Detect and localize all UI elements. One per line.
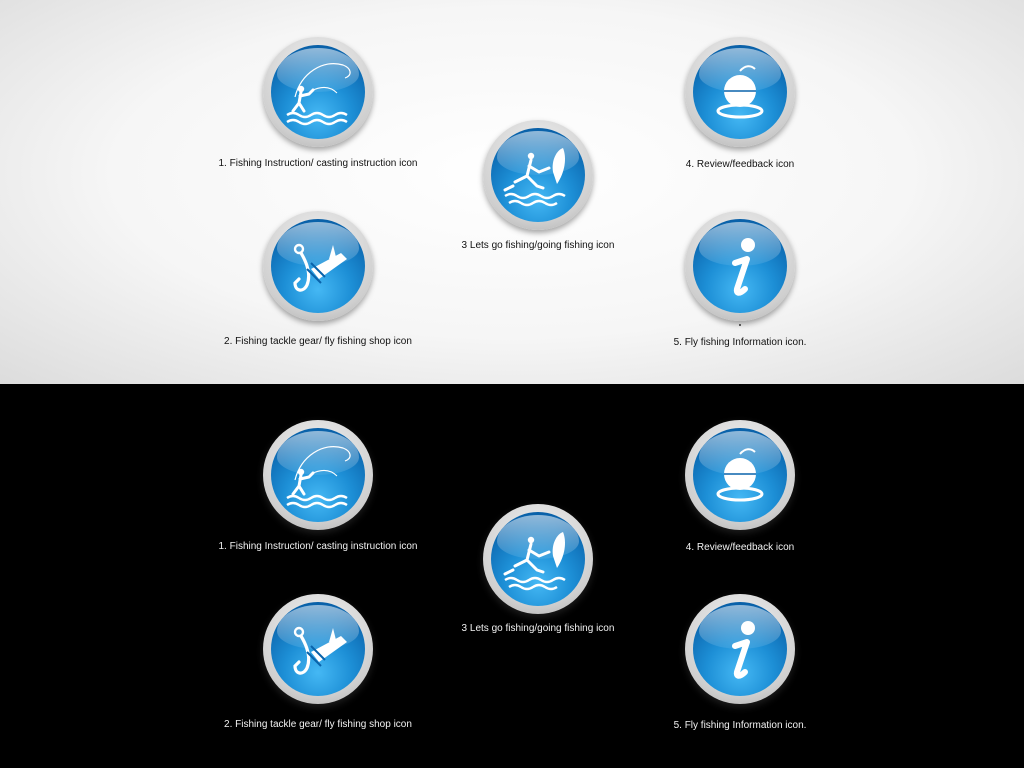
icon-disc: [491, 128, 585, 222]
information-i-icon[interactable]: [685, 211, 795, 321]
review-caption: 4. Review/feedback icon: [685, 542, 795, 553]
tackle-caption: 2. Fishing tackle gear/ fly fishing shop icon: [224, 719, 412, 730]
icon-disc: [693, 219, 787, 313]
icon-disc: [271, 45, 365, 139]
icon-disc: [693, 45, 787, 139]
icon-disc: [491, 512, 585, 606]
tackle-caption: 2. Fishing tackle gear/ fly fishing shop icon: [224, 336, 412, 347]
stray-dot: [739, 324, 741, 326]
review-caption: 4. Review/feedback icon: [685, 159, 795, 170]
information-i-glyph: [693, 219, 787, 313]
fishing-bobber-float-glyph: [693, 45, 787, 139]
angler-catching-fish-glyph: [491, 512, 585, 606]
information-i-icon[interactable]: [685, 594, 795, 704]
fly-fisherman-casting-icon[interactable]: [263, 420, 373, 530]
fly-fisherman-casting-glyph: [271, 45, 365, 139]
info-caption: 5. Fly fishing Information icon.: [673, 337, 807, 348]
hook-and-fly-lure-icon[interactable]: [263, 211, 373, 321]
fishing-bobber-float-icon[interactable]: [685, 37, 795, 147]
angler-catching-fish-icon[interactable]: [483, 120, 593, 230]
icon-disc: [693, 602, 787, 696]
angler-catching-fish-icon[interactable]: [483, 504, 593, 614]
going-caption: 3 Lets go fishing/going fishing icon: [461, 240, 615, 251]
hook-and-fly-lure-glyph: [271, 602, 365, 696]
angler-catching-fish-glyph: [491, 128, 585, 222]
icon-disc: [271, 219, 365, 313]
icon-disc: [693, 428, 787, 522]
fly-fisherman-casting-icon[interactable]: [263, 37, 373, 147]
casting-caption: 1. Fishing Instruction/ casting instruction icon: [218, 158, 418, 169]
fishing-bobber-float-glyph: [693, 428, 787, 522]
icon-disc: [271, 428, 365, 522]
dark-background-panel: [0, 384, 1024, 768]
hook-and-fly-lure-icon[interactable]: [263, 594, 373, 704]
fly-fisherman-casting-glyph: [271, 428, 365, 522]
fishing-bobber-float-icon[interactable]: [685, 420, 795, 530]
icon-disc: [271, 602, 365, 696]
casting-caption: 1. Fishing Instruction/ casting instruction icon: [218, 541, 418, 552]
hook-and-fly-lure-glyph: [271, 219, 365, 313]
info-caption: 5. Fly fishing Information icon.: [673, 720, 807, 731]
going-caption: 3 Lets go fishing/going fishing icon: [461, 623, 615, 634]
information-i-glyph: [693, 602, 787, 696]
